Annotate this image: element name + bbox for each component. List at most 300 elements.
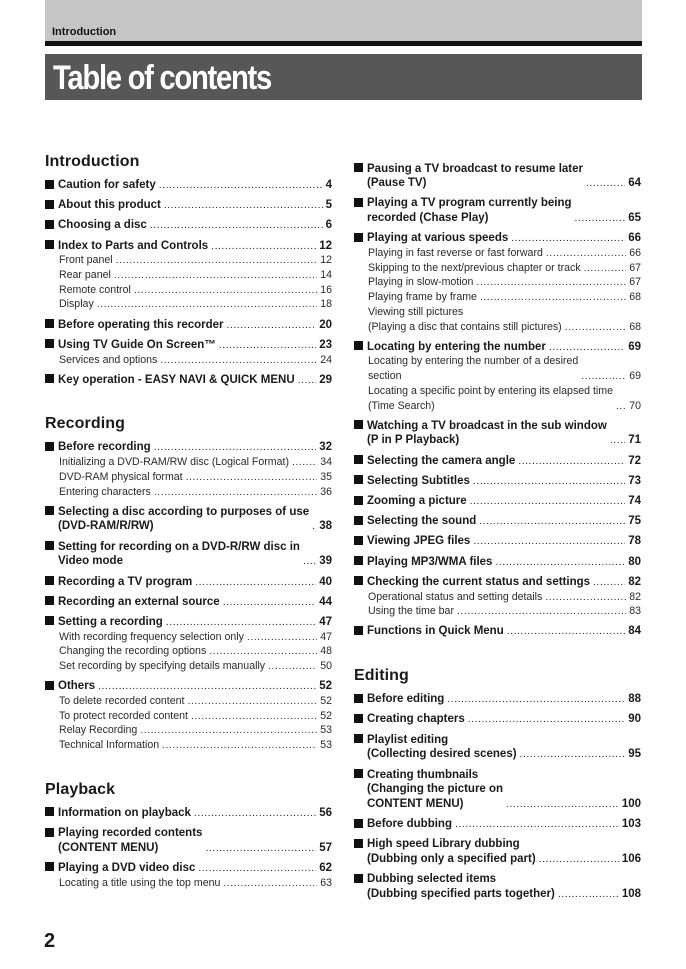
- dot-leader: [164, 198, 323, 213]
- toc-entry[interactable]: [354, 514, 641, 529]
- entry-text: Choosing a disc: [58, 219, 147, 232]
- entry-page-number: 4: [325, 179, 332, 191]
- square-bullet-icon: [354, 455, 363, 464]
- dot-leader: [97, 297, 317, 312]
- entry-label: [45, 338, 216, 353]
- header-rule: [45, 41, 642, 46]
- entry-page-number: 12: [319, 239, 332, 252]
- dot-leader: [98, 679, 316, 694]
- toc-entry[interactable]: [45, 505, 332, 534]
- entry-page-number: 78: [628, 535, 641, 548]
- toc-subentry[interactable]: [45, 738, 332, 753]
- square-bullet-icon: [354, 694, 363, 703]
- entry-text: Selecting the sound: [367, 515, 477, 528]
- square-bullet-icon: [354, 769, 363, 778]
- dot-leader: [154, 440, 317, 455]
- square-bullet-icon: [45, 807, 54, 816]
- square-bullet-icon: [354, 536, 363, 545]
- dot-leader: [479, 514, 625, 529]
- square-bullet-icon: [45, 339, 54, 348]
- toc-entry[interactable]: [45, 218, 332, 233]
- entry-text: (Dubbing specified parts together): [367, 887, 555, 900]
- toc-entry[interactable]: [45, 540, 332, 569]
- entry-text: Locating a title using the top menu: [59, 876, 221, 889]
- entry-page-number: 63: [320, 876, 332, 889]
- entry-page-number: 18: [320, 298, 332, 311]
- entry-page-number: 62: [319, 861, 332, 874]
- dot-leader: [186, 470, 318, 485]
- dot-leader: [539, 852, 619, 867]
- dot-leader: [195, 575, 316, 590]
- toc-entry[interactable]: [354, 872, 641, 901]
- entry-text: (Playing a disc that contains still pictures): [368, 320, 562, 333]
- entry-label: [354, 474, 470, 489]
- entry-text: Selecting Subtitles: [367, 474, 470, 487]
- square-bullet-icon: [45, 220, 54, 229]
- entry-label: [45, 470, 183, 485]
- square-bullet-icon: [354, 839, 363, 848]
- entry-text: (Time Search): [368, 399, 435, 412]
- toc-entry[interactable]: [354, 419, 641, 448]
- square-bullet-icon: [45, 828, 54, 837]
- dot-leader: [584, 261, 627, 276]
- square-bullet-icon: [45, 681, 54, 690]
- entry-page-number: 5: [325, 199, 332, 212]
- toc-entry[interactable]: [45, 575, 332, 590]
- entry-text: DVD-RAM physical format: [59, 470, 183, 483]
- dot-leader: [187, 694, 317, 709]
- entry-text: (CONTENT MENU): [58, 841, 159, 854]
- entry-text: Video mode: [58, 555, 123, 568]
- entry-text: Initializing a DVD-RAM/RW disc (Logical Format): [59, 456, 289, 469]
- entry-page-number: 52: [320, 694, 332, 707]
- toc-entry[interactable]: [354, 474, 641, 489]
- entry-text: section: [368, 370, 402, 383]
- square-bullet-icon: [45, 180, 54, 189]
- entry-page-number: 32: [319, 441, 332, 454]
- entry-label: [45, 440, 151, 455]
- entry-text: Dubbing selected items: [367, 873, 497, 886]
- entry-label: [45, 455, 289, 470]
- toc-entry[interactable]: [354, 340, 641, 355]
- toc-subentry[interactable]: [354, 604, 641, 619]
- entry-text: (P in P Playback): [367, 434, 460, 447]
- entry-label: [45, 239, 208, 254]
- entry-page-number: 74: [628, 495, 641, 508]
- entry-text: Setting a recording: [58, 615, 163, 628]
- toc-entry[interactable]: [354, 837, 641, 866]
- toc-subentry[interactable]: [45, 353, 332, 368]
- toc-entry[interactable]: [45, 615, 332, 630]
- entry-text: Services and options: [59, 353, 158, 366]
- toc-entry[interactable]: [354, 768, 641, 812]
- entry-label: [45, 694, 184, 709]
- dot-leader: [223, 595, 317, 610]
- toc-subentry[interactable]: [45, 455, 332, 470]
- entry-text: Playing recorded contents: [58, 827, 203, 839]
- toc-section: [354, 666, 641, 901]
- entry-page-number: 67: [629, 261, 641, 274]
- toc-entry[interactable]: [45, 595, 332, 610]
- entry-label: [45, 709, 188, 724]
- square-bullet-icon: [354, 198, 363, 207]
- entry-label: [354, 305, 562, 334]
- entry-label: [45, 178, 156, 193]
- entry-label: [354, 162, 583, 191]
- dot-leader: [150, 218, 323, 233]
- toc-entry[interactable]: [354, 162, 641, 191]
- square-bullet-icon: [354, 233, 363, 242]
- entry-text: Key operation - EASY NAVI & QUICK MENU: [58, 373, 295, 386]
- toc-section: [45, 152, 332, 387]
- dot-leader: [194, 806, 316, 821]
- entry-page-number: 16: [320, 283, 332, 296]
- page-number: 2: [44, 930, 56, 952]
- toc-subentry[interactable]: [354, 261, 641, 276]
- entry-label: [45, 679, 95, 694]
- square-bullet-icon: [354, 496, 363, 505]
- entry-text: Front panel: [59, 254, 113, 267]
- entry-page-number: 6: [325, 219, 332, 232]
- toc-subentry[interactable]: [354, 246, 641, 261]
- entry-text: (DVD-RAM/R/RW): [58, 520, 154, 533]
- entry-page-number: 47: [320, 630, 332, 643]
- toc-subentry[interactable]: [354, 275, 641, 290]
- square-bullet-icon: [354, 341, 363, 350]
- toc-subentry[interactable]: [354, 590, 641, 605]
- entry-label: [45, 723, 137, 738]
- entry-label: [45, 373, 295, 388]
- entry-page-number: 90: [628, 713, 641, 726]
- entry-page-number: 34: [320, 456, 332, 469]
- dot-leader: [292, 455, 317, 470]
- entry-label: [354, 246, 543, 261]
- toc-section: [45, 780, 332, 891]
- toc-subentry[interactable]: [45, 723, 332, 738]
- entry-text: With recording frequency selection only: [59, 630, 244, 643]
- entry-page-number: 68: [629, 291, 641, 304]
- entry-label: [45, 575, 192, 590]
- toc-subentry[interactable]: [45, 659, 332, 674]
- entry-label: [354, 384, 613, 413]
- square-bullet-icon: [354, 626, 363, 635]
- toc-entry[interactable]: [354, 494, 641, 509]
- toc-entry[interactable]: [354, 733, 641, 762]
- toc-entry[interactable]: [45, 826, 332, 855]
- entry-label: [45, 615, 163, 630]
- entry-page-number: 67: [629, 276, 641, 289]
- entry-text: (Pause TV): [367, 177, 427, 190]
- entry-text: Skipping to the next/previous chapter or track: [368, 261, 581, 274]
- entry-text: Playlist editing: [367, 733, 449, 746]
- dot-leader: [219, 338, 316, 353]
- dot-leader: [511, 231, 625, 246]
- entry-page-number: 57: [319, 841, 332, 854]
- dot-leader: [610, 433, 625, 448]
- entry-label: [45, 318, 224, 333]
- dot-leader: [581, 369, 626, 384]
- dot-leader: [520, 747, 626, 762]
- entry-text: Operational status and setting details: [368, 590, 543, 603]
- toc-section: [354, 162, 641, 640]
- dot-leader: [247, 630, 317, 645]
- toc-entry[interactable]: [354, 454, 641, 469]
- toc-subentry[interactable]: [45, 630, 332, 645]
- entry-text: Playing in fast reverse or fast forward: [368, 247, 543, 260]
- dot-leader: [116, 253, 318, 268]
- entry-label: [45, 861, 195, 876]
- entry-label: [45, 806, 191, 821]
- toc-entry[interactable]: [45, 338, 332, 353]
- entry-label: [354, 196, 572, 225]
- entry-text: Creating thumbnails: [367, 768, 479, 781]
- toc-subentry[interactable]: [45, 283, 332, 298]
- entry-page-number: 69: [628, 340, 641, 353]
- entry-label: [354, 733, 517, 762]
- toc-entry[interactable]: [45, 178, 332, 193]
- toc-entry[interactable]: [354, 624, 641, 639]
- entry-page-number: 50: [320, 660, 332, 673]
- entry-text: Pausing a TV broadcast to resume later: [367, 162, 584, 175]
- entry-label: [45, 353, 157, 368]
- entry-text: Creating chapters: [367, 713, 465, 726]
- toc-entry[interactable]: [354, 555, 641, 570]
- entry-text: Caution for safety: [58, 179, 156, 191]
- header-band: [45, 0, 642, 41]
- entry-label: [45, 876, 220, 891]
- entry-label: [45, 253, 113, 268]
- dot-leader: [549, 340, 625, 355]
- entry-text: To delete recorded content: [59, 694, 185, 707]
- square-bullet-icon: [45, 374, 54, 383]
- toc-subentry[interactable]: [354, 384, 641, 413]
- toc-entry[interactable]: [45, 861, 332, 876]
- entry-label: [45, 218, 147, 233]
- entry-page-number: 103: [621, 818, 641, 831]
- entry-text: Selecting the camera angle: [367, 454, 516, 467]
- entry-label: [354, 837, 536, 866]
- toc-subentry[interactable]: [354, 305, 641, 334]
- entry-text: Recording an external source: [58, 595, 220, 608]
- entry-page-number: 66: [628, 232, 641, 245]
- square-bullet-icon: [354, 734, 363, 743]
- entry-label: [354, 514, 476, 529]
- entry-text: Playing in slow-motion: [368, 276, 474, 289]
- section-heading: Playback: [45, 780, 116, 798]
- dot-leader: [205, 841, 316, 856]
- square-bullet-icon: [354, 819, 363, 828]
- dot-leader: [480, 290, 626, 305]
- square-bullet-icon: [45, 862, 54, 871]
- dot-leader: [506, 797, 619, 812]
- dot-leader: [468, 712, 625, 727]
- entry-text: Rear panel: [59, 269, 111, 282]
- entry-text: Playing MP3/WMA files: [367, 555, 493, 568]
- section-heading: Editing: [354, 667, 409, 685]
- dot-leader: [476, 275, 626, 290]
- dot-leader: [268, 659, 317, 674]
- toc-entry[interactable]: [45, 239, 332, 254]
- dot-leader: [114, 268, 317, 283]
- entry-page-number: 12: [320, 254, 332, 267]
- square-bullet-icon: [45, 200, 54, 209]
- dot-leader: [470, 494, 626, 509]
- dot-leader: [140, 723, 317, 738]
- toc-subentry[interactable]: [45, 297, 332, 312]
- entry-label: [354, 590, 542, 605]
- entry-page-number: 20: [319, 318, 332, 331]
- toc-entry[interactable]: [354, 692, 641, 707]
- toc-entry[interactable]: [45, 318, 332, 333]
- dot-leader: [616, 399, 626, 414]
- dot-leader: [546, 246, 626, 261]
- toc-entry[interactable]: [45, 806, 332, 821]
- entry-page-number: 56: [319, 806, 332, 819]
- entry-text: About this product: [58, 199, 161, 212]
- dot-leader: [586, 176, 625, 191]
- dot-leader: [558, 887, 619, 902]
- square-bullet-icon: [354, 556, 363, 565]
- entry-label: [45, 485, 151, 500]
- entry-page-number: 106: [621, 853, 641, 866]
- entry-text: Set recording by specifying details manually: [59, 660, 266, 673]
- entry-page-number: 65: [628, 212, 641, 225]
- entry-text: Setting for recording on a DVD-R/RW disc in: [58, 540, 300, 553]
- toc-subentry[interactable]: [45, 876, 332, 891]
- toc-column-right: [354, 156, 641, 929]
- dot-leader: [455, 817, 619, 832]
- entry-text: Locating by entering the number: [367, 340, 546, 353]
- toc-entry[interactable]: [354, 817, 641, 832]
- entry-page-number: 53: [320, 739, 332, 752]
- entry-text: (Collecting desired scenes): [367, 748, 517, 761]
- dot-leader: [518, 454, 625, 469]
- dot-leader: [565, 320, 626, 335]
- toc-subentry[interactable]: [45, 644, 332, 659]
- entry-label: [354, 768, 503, 812]
- entry-page-number: 82: [628, 575, 641, 588]
- entry-page-number: 83: [629, 605, 641, 618]
- dot-leader: [303, 554, 316, 569]
- toc-entry[interactable]: [354, 712, 641, 727]
- entry-text: Functions in Quick Menu: [367, 625, 504, 638]
- entry-page-number: 52: [320, 709, 332, 722]
- dot-leader: [162, 738, 317, 753]
- entry-text: recorded (Chase Play): [367, 212, 489, 225]
- entry-text: Using TV Guide On Screen™: [58, 338, 216, 351]
- entry-label: [45, 630, 244, 645]
- entry-label: [354, 354, 578, 383]
- toc-subentry[interactable]: [354, 290, 641, 305]
- dot-leader: [191, 709, 317, 724]
- entry-text: High speed Library dubbing: [367, 838, 520, 851]
- square-bullet-icon: [354, 576, 363, 585]
- dot-leader: [473, 534, 625, 549]
- square-bullet-icon: [354, 714, 363, 723]
- entry-page-number: 44: [319, 595, 332, 608]
- toc-subentry[interactable]: [45, 268, 332, 283]
- section-heading: Introduction: [45, 153, 140, 170]
- dot-leader: [198, 861, 316, 876]
- toc-subentry[interactable]: [45, 485, 332, 500]
- toc-entry[interactable]: [354, 231, 641, 246]
- entry-text: Before operating this recorder: [58, 318, 224, 331]
- entry-text: Before editing: [367, 693, 445, 706]
- entry-label: [354, 575, 590, 590]
- dot-leader: [507, 625, 625, 640]
- entry-page-number: 95: [628, 748, 641, 761]
- entry-page-number: 80: [628, 555, 641, 568]
- entry-label: [45, 283, 131, 298]
- entry-text: Playing frame by frame: [368, 291, 477, 304]
- entry-page-number: 38: [319, 520, 332, 533]
- entry-label: [45, 738, 159, 753]
- toc-entry[interactable]: [45, 440, 332, 455]
- entry-page-number: 66: [629, 247, 641, 260]
- entry-text: (Dubbing only a specified part): [367, 853, 536, 866]
- running-header: Introduction: [52, 26, 117, 38]
- entry-text: Technical Information: [59, 739, 160, 752]
- entry-page-number: 29: [319, 373, 332, 386]
- entry-page-number: 108: [621, 887, 641, 900]
- toc-subentry[interactable]: [45, 709, 332, 724]
- entry-page-number: 23: [319, 338, 332, 351]
- toc-column-left: [45, 152, 332, 917]
- entry-label: [354, 555, 492, 570]
- entry-text: Information on playback: [58, 806, 191, 819]
- entry-label: [354, 872, 555, 901]
- title-box: [45, 54, 642, 100]
- square-bullet-icon: [45, 506, 54, 515]
- entry-text: Recording a TV program: [58, 575, 193, 588]
- entry-page-number: 73: [628, 474, 641, 487]
- entry-page-number: 36: [320, 485, 332, 498]
- dot-leader: [227, 318, 317, 333]
- dot-leader: [312, 519, 316, 534]
- entry-page-number: 48: [320, 645, 332, 658]
- entry-text: Using the time bar: [368, 605, 454, 618]
- toc-entry[interactable]: [354, 196, 641, 225]
- entry-page-number: 68: [629, 320, 641, 333]
- dot-leader: [495, 555, 625, 570]
- entry-label: [354, 494, 467, 509]
- toc-subentry[interactable]: [45, 694, 332, 709]
- toc-entry[interactable]: [45, 679, 332, 694]
- entry-page-number: 71: [628, 434, 641, 447]
- entry-text: Before dubbing: [367, 818, 452, 831]
- entry-page-number: 100: [621, 797, 641, 810]
- entry-label: [45, 540, 300, 569]
- toc-subentry[interactable]: [45, 470, 332, 485]
- square-bullet-icon: [45, 240, 54, 249]
- entry-label: [45, 826, 202, 855]
- toc-subentry[interactable]: [354, 354, 641, 383]
- entry-text: Viewing still pictures: [368, 305, 464, 318]
- toc-entry[interactable]: [45, 373, 332, 388]
- square-bullet-icon: [354, 420, 363, 429]
- entry-label: [45, 595, 220, 610]
- toc-entry[interactable]: [354, 534, 641, 549]
- toc-subentry[interactable]: [45, 253, 332, 268]
- entry-text: Before recording: [58, 441, 151, 454]
- entry-page-number: 88: [628, 693, 641, 706]
- entry-label: [354, 340, 546, 355]
- entry-text: Playing a DVD video disc: [58, 861, 196, 874]
- toc-entry[interactable]: [354, 575, 641, 590]
- entry-text: To protect recorded content: [59, 709, 188, 722]
- toc-entry[interactable]: [45, 198, 332, 213]
- entry-label: [45, 297, 94, 312]
